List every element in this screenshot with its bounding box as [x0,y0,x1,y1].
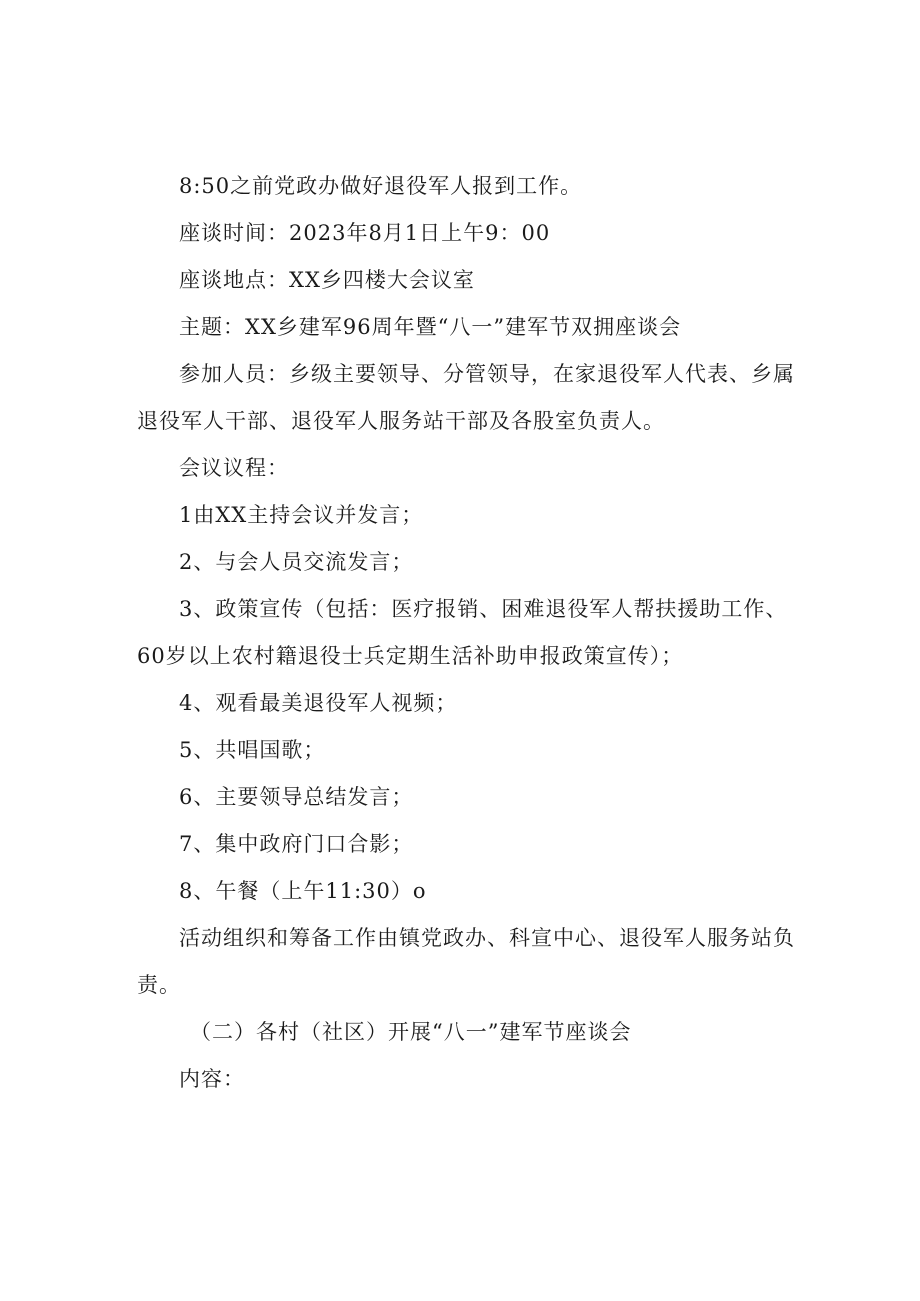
agenda-item: 3、政策宣传（包括：医疗报销、困难退役军人帮扶援助工作、 [179,597,788,621]
agenda-item: 6、主要领导总结发言； [179,785,414,809]
agenda-item: 4、观看最美退役军人视频； [179,691,458,715]
organizer-continuation-line: 责。 [137,973,181,997]
agenda-item: 5、共唱国歌； [179,738,326,762]
participants-line: 参加人员：乡级主要领导、分管领导，在家退役军人代表、乡属 [179,362,795,386]
agenda-item: 1由XX主持会议并发言； [179,503,424,527]
agenda-item: 2、与会人员交流发言； [179,550,414,574]
content-label: 内容： [179,1067,245,1091]
text-line: 8:50之前党政办做好退役军人报到工作。 [179,174,583,198]
organizer-line: 活动组织和筹备工作由镇党政办、科宣中心、退役军人服务站负 [179,926,795,950]
meeting-theme-line: 主题：XX乡建军96周年暨“八一”建军节双拥座谈会 [179,315,682,339]
participants-continuation-line: 退役军人干部、退役军人服务站干部及各股室负责人。 [137,409,665,433]
agenda-item: 8、午餐（上午11:30）o [179,879,427,903]
section-heading: （二）各村（社区）开展“八一”建军节座谈会 [190,1020,632,1044]
document-body [137,163,795,1103]
agenda-item: 7、集中政府门口合影； [179,832,414,856]
meeting-time-line: 座谈时间：2023年8月1日上午9：00 [179,221,551,245]
agenda-heading: 会议议程： [179,456,289,480]
agenda-item-continuation: 60岁以上农村籍退役士兵定期生活补助申报政策宣传）； [137,644,684,668]
meeting-location-line: 座谈地点：XX乡四楼大会议室 [179,268,475,292]
